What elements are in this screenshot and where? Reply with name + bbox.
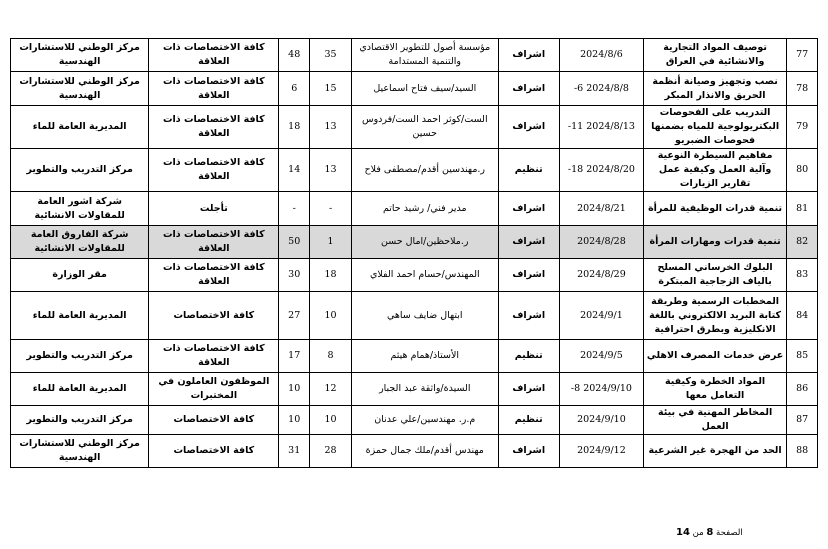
course-title: عرض خدمات المصرف الاهلي [643, 340, 786, 373]
target-category: كافة الاختصاصات ذات العلاقة [149, 259, 279, 292]
course-type: اشراف [498, 39, 559, 72]
row-number: 86 [787, 373, 818, 406]
venue-name: شركة اشور العامة للمقاولات الانشائية [11, 192, 149, 226]
participants-count: 50 [279, 226, 310, 259]
course-title: تنمية قدرات ومهارات المرأة [643, 226, 786, 259]
row-number: 87 [787, 406, 818, 435]
course-date: -8 2024/9/10 [559, 373, 643, 406]
venue-name: مركز التدريب والتطوير [11, 340, 149, 373]
participants-count: 14 [279, 149, 310, 192]
target-category: كافة الاختصاصات [149, 292, 279, 340]
lecturer-name: الست/كوثر احمد الست/فردوس حسين [352, 106, 498, 149]
course-date: -11 2024/8/13 [559, 106, 643, 149]
duration-value: - [310, 192, 352, 226]
target-category: كافة الاختصاصات ذات العلاقة [149, 340, 279, 373]
row-number: 81 [787, 192, 818, 226]
table-row [11, 340, 818, 373]
target-category: تأجلت [149, 192, 279, 226]
course-type: اشراف [498, 106, 559, 149]
duration-value: 1 [310, 226, 352, 259]
course-title: توصيف المواد التجارية والانشائية في العراق [643, 39, 786, 72]
venue-name: المديرية العامة للماء [11, 373, 149, 406]
venue-name: شركة الفاروق العامة للمقاولات الانشائية [11, 226, 149, 259]
course-title: نصب وتجهيز وصيانة أنظمة الحريق والانذار المبكر [643, 72, 786, 106]
participants-count: - [279, 192, 310, 226]
row-number: 82 [787, 226, 818, 259]
row-number: 77 [787, 39, 818, 72]
lecturer-name: مؤسسة أصول للتطوير الاقتصادي والتنمية المستدامة [352, 39, 498, 72]
target-category: كافة الاختصاصات ذات العلاقة [149, 226, 279, 259]
table-row [11, 292, 818, 340]
duration-value: 13 [310, 149, 352, 192]
course-type: اشراف [498, 226, 559, 259]
lecturer-name: السيد/سيف فتاح اسماعيل [352, 72, 498, 106]
course-type: اشراف [498, 72, 559, 106]
row-number: 80 [787, 149, 818, 192]
course-title: المخطبات الرسمية وطريقة كتابة البريد الالكتروني باللغة الانكليزية وبطرق احترافية [643, 292, 786, 340]
table-row [11, 192, 818, 226]
row-number: 88 [787, 435, 818, 468]
duration-value: 10 [310, 292, 352, 340]
target-category: كافة الاختصاصات [149, 406, 279, 435]
venue-name: مقر الوزارة [11, 259, 149, 292]
course-type: اشراف [498, 192, 559, 226]
course-date: -18 2024/8/20 [559, 149, 643, 192]
table-row [11, 149, 818, 192]
venue-name: مركز الوطني للاستشارات الهندسية [11, 72, 149, 106]
course-title: المواد الخطرة وكيفية التعامل معها [643, 373, 786, 406]
course-title: تنمية قدرات الوظيفية للمرأة [643, 192, 786, 226]
table-row [11, 406, 818, 435]
course-date: 2024/8/28 [559, 226, 643, 259]
participants-count: 31 [279, 435, 310, 468]
lecturer-name: ر.ملاحظين/امال حسن [352, 226, 498, 259]
participants-count: 10 [279, 406, 310, 435]
lecturer-name: م.ر. مهندسين/علي عدنان [352, 406, 498, 435]
lecturer-name: المهندس/حسام احمد الفلاي [352, 259, 498, 292]
course-type: اشراف [498, 435, 559, 468]
target-category: كافة الاختصاصات ذات العلاقة [149, 39, 279, 72]
course-title: الحد من الهجرة غير الشرعية [643, 435, 786, 468]
venue-name: المديرية العامة للماء [11, 292, 149, 340]
lecturer-name: السيدة/واثقة عبد الجبار [352, 373, 498, 406]
course-type: اشراف [498, 373, 559, 406]
row-number: 79 [787, 106, 818, 149]
course-date: 2024/9/5 [559, 340, 643, 373]
table-row [11, 226, 818, 259]
target-category: كافة الاختصاصات ذات العلاقة [149, 72, 279, 106]
course-title: المخاطر المهنية في بيئة العمل [643, 406, 786, 435]
training-courses-table [10, 38, 818, 468]
venue-name: مركز الوطني للاستشارات الهندسية [11, 39, 149, 72]
course-type: تنظيم [498, 406, 559, 435]
participants-count: 30 [279, 259, 310, 292]
table-row [11, 39, 818, 72]
table-row [11, 259, 818, 292]
target-category: كافة الاختصاصات ذات العلاقة [149, 106, 279, 149]
lecturer-name: مدير فني/ رشيد حاتم [352, 192, 498, 226]
participants-count: 17 [279, 340, 310, 373]
participants-count: 48 [279, 39, 310, 72]
table-row [11, 72, 818, 106]
course-type: اشراف [498, 292, 559, 340]
course-type: تنظيم [498, 149, 559, 192]
participants-count: 18 [279, 106, 310, 149]
duration-value: 18 [310, 259, 352, 292]
lecturer-name: الأستاذ/همام هيثم [352, 340, 498, 373]
table-row [11, 106, 818, 149]
course-date: 2024/8/29 [559, 259, 643, 292]
venue-name: مركز التدريب والتطوير [11, 406, 149, 435]
course-title: البلوك الخرساني المسلح بالياف الزجاجية المبتكرة [643, 259, 786, 292]
course-title: التدريب على الفحوصات البكتريولوجية للمياه بضمنها فحوصات الضبريو [643, 106, 786, 149]
participants-count: 10 [279, 373, 310, 406]
course-date: 2024/9/1 [559, 292, 643, 340]
duration-value: 28 [310, 435, 352, 468]
course-date: 2024/8/21 [559, 192, 643, 226]
table-row [11, 373, 818, 406]
target-category: كافة الاختصاصات [149, 435, 279, 468]
course-type: تنظيم [498, 340, 559, 373]
table-row [11, 435, 818, 468]
duration-value: 15 [310, 72, 352, 106]
venue-name: مركز التدريب والتطوير [11, 149, 149, 192]
course-title: مفاهيم السيطرة النوعية وآلية العمل وكيفية عمل تقارير الزيارات [643, 149, 786, 192]
participants-count: 27 [279, 292, 310, 340]
page-footer: الصفحة 8 من 14 [676, 527, 743, 538]
row-number: 84 [787, 292, 818, 340]
course-date: -6 2024/8/8 [559, 72, 643, 106]
venue-name: المديرية العامة للماء [11, 106, 149, 149]
duration-value: 10 [310, 406, 352, 435]
duration-value: 13 [310, 106, 352, 149]
row-number: 85 [787, 340, 818, 373]
participants-count: 6 [279, 72, 310, 106]
row-number: 78 [787, 72, 818, 106]
duration-value: 12 [310, 373, 352, 406]
venue-name: مركز الوطني للاستشارات الهندسية [11, 435, 149, 468]
course-date: 2024/8/6 [559, 39, 643, 72]
lecturer-name: ر.مهندسين أقدم/مصطفى فلاح [352, 149, 498, 192]
course-date: 2024/9/12 [559, 435, 643, 468]
course-date: 2024/9/10 [559, 406, 643, 435]
duration-value: 35 [310, 39, 352, 72]
lecturer-name: مهندس أقدم/ملك جمال حمزة [352, 435, 498, 468]
target-category: الموظفون العاملون في المختبرات [149, 373, 279, 406]
target-category: كافة الاختصاصات ذات العلاقة [149, 149, 279, 192]
row-number: 83 [787, 259, 818, 292]
course-type: اشراف [498, 259, 559, 292]
lecturer-name: ابتهال ضايف ساهي [352, 292, 498, 340]
duration-value: 8 [310, 340, 352, 373]
